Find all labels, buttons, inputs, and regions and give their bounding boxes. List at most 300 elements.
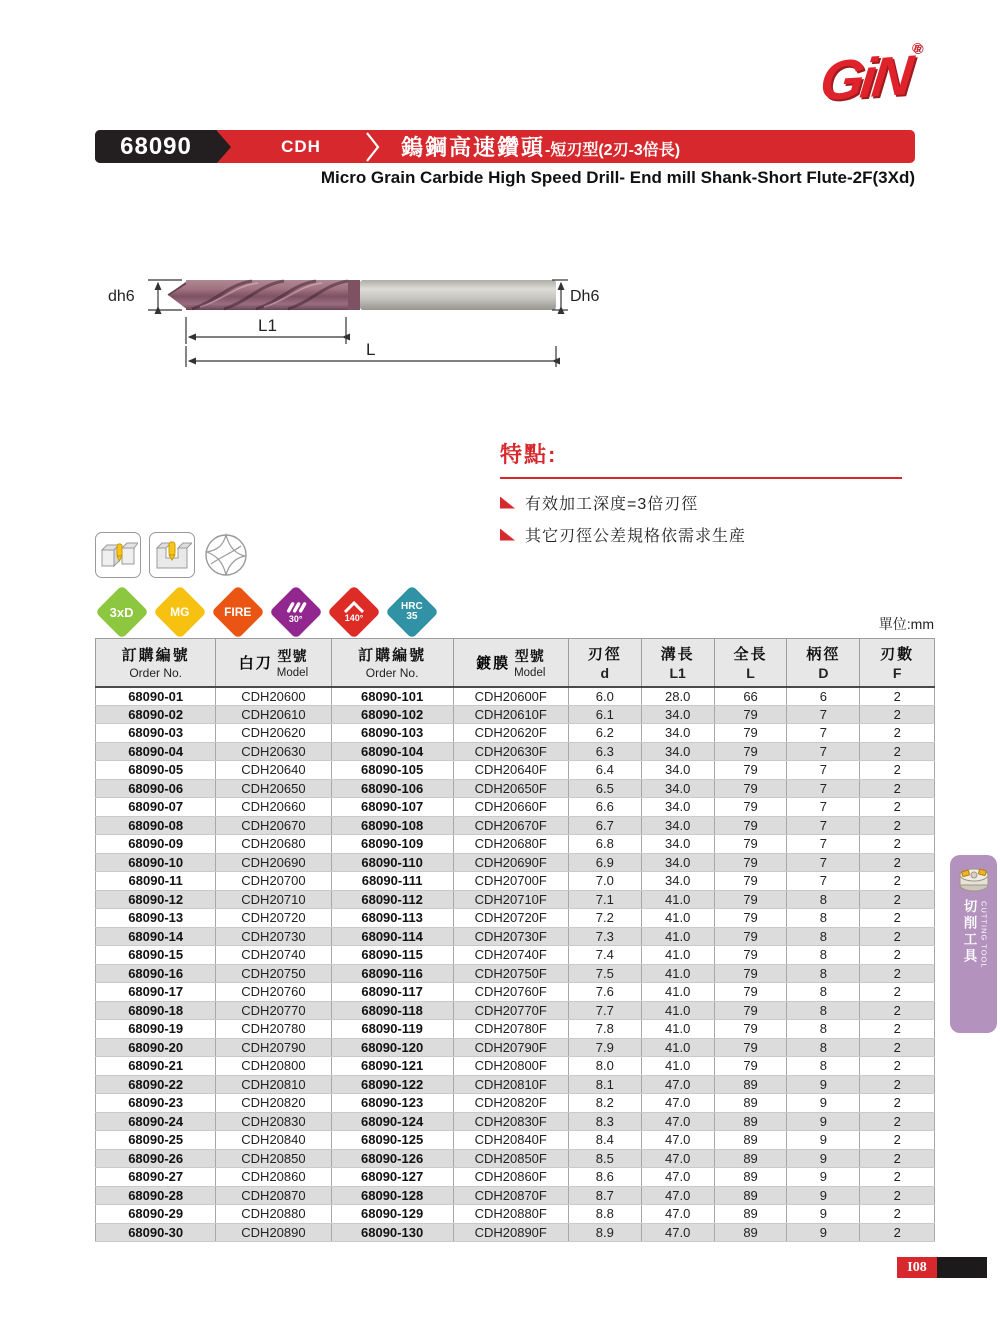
table-cell: 68090-128 [331, 1186, 453, 1205]
table-cell: 7 [787, 705, 860, 724]
table-cell: 2 [860, 946, 935, 965]
spec-table [95, 638, 935, 1242]
column-header: 刃數 F [860, 639, 935, 687]
table-cell: 41.0 [641, 983, 714, 1002]
table-cell: 2 [860, 853, 935, 872]
table-cell: CDH20670F [453, 816, 568, 835]
table-cell: 68090-105 [331, 761, 453, 780]
bullet-triangle-icon [500, 529, 515, 541]
badge-helix-30 [269, 585, 323, 639]
cross-section-icon [203, 532, 249, 578]
table-cell: 8 [787, 946, 860, 965]
table-cell: CDH20640F [453, 761, 568, 780]
product-title-zh [401, 131, 680, 162]
feature-text: 其它刃徑公差規格依需求生産 [525, 528, 747, 545]
table-cell: 47.0 [641, 1131, 714, 1150]
table-cell: 6.8 [568, 835, 641, 854]
table-cell: 68090-01 [96, 687, 216, 706]
application-icons [95, 532, 249, 578]
table-cell: 68090-109 [331, 835, 453, 854]
table-cell: 89 [714, 1186, 787, 1205]
table-cell: CDH20630F [453, 742, 568, 761]
table-row [96, 798, 935, 817]
table-cell: 68090-107 [331, 798, 453, 817]
table-cell: 68090-21 [96, 1057, 216, 1076]
table-cell: 68090-113 [331, 909, 453, 928]
table-row [96, 983, 935, 1002]
title-zh-sub: -短刃型(2刃-3倍長) [545, 142, 681, 159]
table-cell: 8 [787, 983, 860, 1002]
table-cell: 79 [714, 761, 787, 780]
side-tab-text [959, 899, 989, 969]
table-cell: 8 [787, 927, 860, 946]
column-header: 全長 L [714, 639, 787, 687]
table-cell: 68090-17 [96, 983, 216, 1002]
table-cell: 68090-07 [96, 798, 216, 817]
table-row [96, 1075, 935, 1094]
table-cell: 7.3 [568, 927, 641, 946]
category-side-tab [950, 855, 997, 1033]
table-cell: 68090-10 [96, 853, 216, 872]
table-body [96, 687, 935, 1242]
unit-note: 單位:mm [878, 616, 934, 632]
table-cell: 34.0 [641, 853, 714, 872]
code-arrow-shape [217, 131, 231, 163]
table-cell: CDH20610F [453, 705, 568, 724]
column-header: 柄徑 D [787, 639, 860, 687]
table-cell: 34.0 [641, 779, 714, 798]
drill-coating-edge [348, 280, 360, 310]
table-cell: 68090-119 [331, 1020, 453, 1039]
product-code: 68090 [120, 132, 192, 160]
table-cell: CDH20780F [453, 1020, 568, 1039]
table-cell: 68090-121 [331, 1057, 453, 1076]
table-cell: 68090-125 [331, 1131, 453, 1150]
table-cell: 6.5 [568, 779, 641, 798]
badge-label: 30° [289, 613, 303, 624]
feature-item [500, 523, 902, 546]
table-cell: 47.0 [641, 1094, 714, 1113]
table-cell: 2 [860, 983, 935, 1002]
table-cell: 7 [787, 798, 860, 817]
table-cell: 79 [714, 1057, 787, 1076]
table-row [96, 705, 935, 724]
table-cell: CDH20600F [453, 687, 568, 706]
drill-shank [360, 280, 556, 310]
table-cell: 6.4 [568, 761, 641, 780]
table-cell: 68090-06 [96, 779, 216, 798]
table-cell: 8.3 [568, 1112, 641, 1131]
side-tab-zh: 切削工具 [961, 899, 977, 965]
table-cell: CDH20680F [453, 835, 568, 854]
table-cell: 68090-30 [96, 1223, 216, 1242]
table-row [96, 1020, 935, 1039]
table-cell: CDH20700F [453, 872, 568, 891]
table-cell: CDH20890F [453, 1223, 568, 1242]
table-cell: 7 [787, 742, 860, 761]
table-cell: CDH20750 [216, 964, 331, 983]
spec-badges [98, 586, 436, 638]
table-cell: CDH20860F [453, 1168, 568, 1187]
table-cell: 79 [714, 724, 787, 743]
table-cell: 89 [714, 1205, 787, 1224]
table-cell: CDH20890 [216, 1223, 331, 1242]
side-tab-en: CUTTING TOOL [979, 901, 989, 969]
table-cell: 2 [860, 872, 935, 891]
table-cell: 2 [860, 1149, 935, 1168]
table-cell: 41.0 [641, 1057, 714, 1076]
table-cell: 2 [860, 964, 935, 983]
table-cell: 89 [714, 1149, 787, 1168]
table-cell: CDH20830 [216, 1112, 331, 1131]
table-cell: 47.0 [641, 1186, 714, 1205]
table-cell: 9 [787, 1223, 860, 1242]
table-cell: 41.0 [641, 909, 714, 928]
table-cell: CDH20740F [453, 946, 568, 965]
table-cell: 66 [714, 687, 787, 706]
table-cell: CDH20880F [453, 1205, 568, 1224]
table-cell: 68090-23 [96, 1094, 216, 1113]
table-cell: 8.2 [568, 1094, 641, 1113]
table-cell: CDH20840 [216, 1131, 331, 1150]
table-cell: 79 [714, 890, 787, 909]
table-cell: 2 [860, 1001, 935, 1020]
badge-point-angle-140 [327, 585, 381, 639]
blind-hole-icon [149, 532, 195, 578]
table-cell: CDH20830F [453, 1112, 568, 1131]
table-cell: 7.5 [568, 964, 641, 983]
page-number: I08 [897, 1257, 937, 1278]
table-cell: 7 [787, 724, 860, 743]
badge-label: MG [170, 605, 190, 619]
table-cell: 2 [860, 909, 935, 928]
table-cell: 7 [787, 761, 860, 780]
table-cell: 7.7 [568, 1001, 641, 1020]
table-row [96, 853, 935, 872]
title-zh-main: 鎢鋼高速鑽頭 [401, 135, 546, 160]
table-cell: CDH20760F [453, 983, 568, 1002]
table-cell: CDH20620 [216, 724, 331, 743]
table-cell: CDH20850 [216, 1149, 331, 1168]
table-cell: 2 [860, 1112, 935, 1131]
table-cell: CDH20600 [216, 687, 331, 706]
features-section [500, 438, 902, 555]
table-cell: 8 [787, 1001, 860, 1020]
table-cell: 79 [714, 1001, 787, 1020]
table-cell: CDH20770F [453, 1001, 568, 1020]
table-cell: 9 [787, 1112, 860, 1131]
table-cell: 68090-27 [96, 1168, 216, 1187]
table-cell: 68090-122 [331, 1075, 453, 1094]
table-cell: 7 [787, 872, 860, 891]
table-cell: 8 [787, 964, 860, 983]
table-cell: 6.1 [568, 705, 641, 724]
table-cell: CDH20690F [453, 853, 568, 872]
table-cell: 68090-20 [96, 1038, 216, 1057]
table-cell: 89 [714, 1223, 787, 1242]
badge-label: 35 [406, 610, 418, 622]
table-cell: CDH20710 [216, 890, 331, 909]
column-header: 訂購編號 Order No. [331, 639, 453, 687]
badge-label: HRC [401, 600, 423, 612]
table-cell: 68090-24 [96, 1112, 216, 1131]
badge-mg [153, 585, 207, 639]
table-cell: 47.0 [641, 1205, 714, 1224]
registered-mark: ® [910, 39, 923, 56]
table-cell: 41.0 [641, 1020, 714, 1039]
table-cell: 68090-110 [331, 853, 453, 872]
table-cell: 68090-13 [96, 909, 216, 928]
table-cell: 68090-124 [331, 1112, 453, 1131]
table-cell: CDH20740 [216, 946, 331, 965]
table-cell: CDH20720F [453, 909, 568, 928]
table-cell: CDH20660F [453, 798, 568, 817]
table-cell: 34.0 [641, 742, 714, 761]
table-cell: 79 [714, 927, 787, 946]
table-cell: 2 [860, 816, 935, 835]
badge-hrc-35 [385, 585, 439, 639]
table-cell: 2 [860, 1020, 935, 1039]
table-cell: CDH20780 [216, 1020, 331, 1039]
table-cell: 6.0 [568, 687, 641, 706]
table-row [96, 742, 935, 761]
table-row [96, 779, 935, 798]
dim-label-L1: L1 [258, 316, 277, 335]
chevron-separator-icon [365, 132, 381, 162]
table-cell: CDH20690 [216, 853, 331, 872]
column-header: 鍍膜 型號 Model [453, 639, 568, 687]
table-cell: 34.0 [641, 872, 714, 891]
logo-text: GiN [817, 43, 913, 113]
table-row [96, 927, 935, 946]
product-code-badge [95, 130, 217, 163]
table-cell: 68090-127 [331, 1168, 453, 1187]
table-cell: 2 [860, 779, 935, 798]
table-cell: CDH20730F [453, 927, 568, 946]
table-cell: CDH20640 [216, 761, 331, 780]
table-cell: 8.6 [568, 1168, 641, 1187]
table-row [96, 964, 935, 983]
table-cell: 68090-08 [96, 816, 216, 835]
table-cell: 8 [787, 890, 860, 909]
table-cell: 7 [787, 853, 860, 872]
table-cell: 2 [860, 1057, 935, 1076]
table-cell: 8.4 [568, 1131, 641, 1150]
feature-text: 有效加工深度=3倍刃徑 [525, 496, 699, 513]
table-cell: 7.1 [568, 890, 641, 909]
table-cell: 68090-26 [96, 1149, 216, 1168]
table-row [96, 946, 935, 965]
table-cell: CDH20880 [216, 1205, 331, 1224]
table-cell: CDH20630 [216, 742, 331, 761]
table-cell: 41.0 [641, 964, 714, 983]
table-cell: 68090-11 [96, 872, 216, 891]
table-header-row [96, 639, 935, 687]
table-cell: 68090-101 [331, 687, 453, 706]
table-cell: 2 [860, 1223, 935, 1242]
table-cell: CDH20820 [216, 1094, 331, 1113]
table-cell: CDH20820F [453, 1094, 568, 1113]
table-cell: 34.0 [641, 835, 714, 854]
table-cell: 68090-02 [96, 705, 216, 724]
table-row [96, 816, 935, 835]
table-cell: 68090-106 [331, 779, 453, 798]
table-cell: 8.7 [568, 1186, 641, 1205]
table-cell: 79 [714, 909, 787, 928]
table-cell: 79 [714, 1038, 787, 1057]
table-cell: 7 [787, 779, 860, 798]
table-cell: 8 [787, 1038, 860, 1057]
column-header: 訂購編號 Order No. [96, 639, 216, 687]
column-header: 刃徑 d [568, 639, 641, 687]
table-row [96, 1205, 935, 1224]
table-cell: 41.0 [641, 1038, 714, 1057]
drill-dimension-figure [100, 260, 605, 377]
table-cell: CDH20620F [453, 724, 568, 743]
table-cell: 6 [787, 687, 860, 706]
table-cell: CDH20810F [453, 1075, 568, 1094]
table-row [96, 835, 935, 854]
column-header: 溝長 L1 [641, 639, 714, 687]
table-cell: 68090-14 [96, 927, 216, 946]
table-cell: 79 [714, 742, 787, 761]
badge-label: 3xD [110, 604, 134, 620]
table-cell: 2 [860, 1168, 935, 1187]
table-cell: 68090-114 [331, 927, 453, 946]
table-cell: 79 [714, 946, 787, 965]
table-cell: 79 [714, 872, 787, 891]
table-cell: CDH20710F [453, 890, 568, 909]
table-row [96, 1094, 935, 1113]
table-cell: 68090-104 [331, 742, 453, 761]
table-cell: 89 [714, 1075, 787, 1094]
table-cell: 79 [714, 964, 787, 983]
table-cell: 68090-111 [331, 872, 453, 891]
table-cell: 2 [860, 1094, 935, 1113]
table-row [96, 724, 935, 743]
table-cell: CDH20760 [216, 983, 331, 1002]
table-cell: CDH20870F [453, 1186, 568, 1205]
table-cell: 47.0 [641, 1149, 714, 1168]
table-cell: 47.0 [641, 1168, 714, 1187]
table-cell: 68090-03 [96, 724, 216, 743]
table-cell: 34.0 [641, 724, 714, 743]
point-angle-icon [343, 601, 365, 613]
table-cell: 6.2 [568, 724, 641, 743]
product-banner [95, 130, 915, 163]
table-cell: 47.0 [641, 1223, 714, 1242]
table-cell: 79 [714, 983, 787, 1002]
table-cell: 7 [787, 835, 860, 854]
table-cell: 34.0 [641, 798, 714, 817]
table-row [96, 1001, 935, 1020]
dim-label-L: L [366, 340, 376, 359]
table-row [96, 761, 935, 780]
table-cell: CDH20750F [453, 964, 568, 983]
table-cell: 79 [714, 798, 787, 817]
table-cell: 89 [714, 1112, 787, 1131]
table-cell: 79 [714, 705, 787, 724]
table-cell: CDH20790F [453, 1038, 568, 1057]
table-row [96, 872, 935, 891]
table-cell: 6.6 [568, 798, 641, 817]
table-cell: 7.9 [568, 1038, 641, 1057]
table-cell: 7 [787, 816, 860, 835]
features-heading: 特點: [500, 438, 902, 479]
table-cell: 68090-108 [331, 816, 453, 835]
dim-label-dh6: dh6 [108, 288, 135, 305]
table-cell: 68090-15 [96, 946, 216, 965]
table-cell: 68090-120 [331, 1038, 453, 1057]
table-cell: 68090-19 [96, 1020, 216, 1039]
table-cell: 8.5 [568, 1149, 641, 1168]
table-cell: 7.8 [568, 1020, 641, 1039]
table-cell: 2 [860, 724, 935, 743]
drill-spiral-icon [285, 601, 307, 614]
table-cell: 68090-115 [331, 946, 453, 965]
table-cell: 68090-25 [96, 1131, 216, 1150]
table-cell: 2 [860, 687, 935, 706]
table-cell: CDH20650F [453, 779, 568, 798]
table-cell: CDH20770 [216, 1001, 331, 1020]
table-cell: 34.0 [641, 705, 714, 724]
table-row [96, 1057, 935, 1076]
table-cell: 8.8 [568, 1205, 641, 1224]
table-cell: CDH20840F [453, 1131, 568, 1150]
table-cell: 9 [787, 1094, 860, 1113]
table-cell: CDH20670 [216, 816, 331, 835]
table-cell: 8.1 [568, 1075, 641, 1094]
table-cell: 68090-117 [331, 983, 453, 1002]
table-cell: 47.0 [641, 1075, 714, 1094]
table-cell: 89 [714, 1094, 787, 1113]
table-cell: 68090-116 [331, 964, 453, 983]
table-cell: 79 [714, 1020, 787, 1039]
badge-fire [211, 585, 265, 639]
table-cell: 9 [787, 1149, 860, 1168]
table-row [96, 687, 935, 706]
page-number-bar [897, 1257, 987, 1278]
table-cell: 9 [787, 1075, 860, 1094]
table-row [96, 1223, 935, 1242]
table-cell: 68090-129 [331, 1205, 453, 1224]
column-header: 白刀 型號 Model [216, 639, 331, 687]
drill-figure-svg [100, 260, 605, 372]
table-cell: CDH20790 [216, 1038, 331, 1057]
table-cell: 2 [860, 1038, 935, 1057]
table-row [96, 1186, 935, 1205]
badge-3xd [95, 585, 149, 639]
table-cell: CDH20810 [216, 1075, 331, 1094]
table-cell: CDH20720 [216, 909, 331, 928]
table-cell: 2 [860, 1075, 935, 1094]
table-cell: 28.0 [641, 687, 714, 706]
table-cell: 68090-123 [331, 1094, 453, 1113]
table-cell: 41.0 [641, 927, 714, 946]
table-cell: 68090-22 [96, 1075, 216, 1094]
table-cell: 7.6 [568, 983, 641, 1002]
brand-logo [817, 39, 923, 113]
table-cell: 68090-29 [96, 1205, 216, 1224]
table-row [96, 909, 935, 928]
table-cell: 2 [860, 927, 935, 946]
table-cell: CDH20610 [216, 705, 331, 724]
table-cell: 68090-102 [331, 705, 453, 724]
table-cell: 89 [714, 1131, 787, 1150]
table-row [96, 890, 935, 909]
table-cell: 68090-04 [96, 742, 216, 761]
table-row [96, 1038, 935, 1057]
